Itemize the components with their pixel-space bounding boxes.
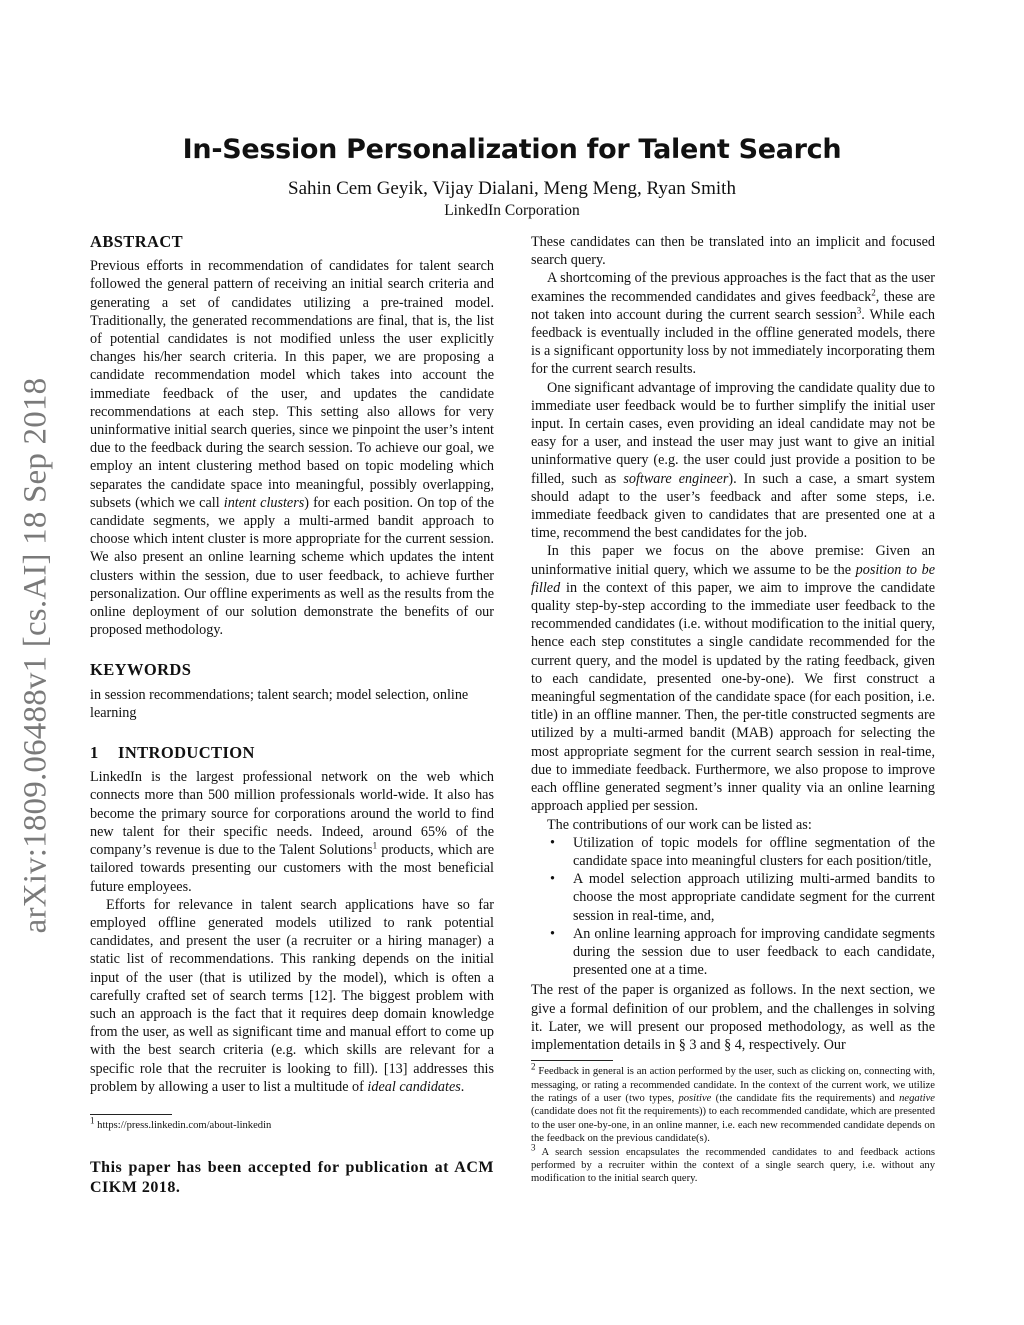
right-paragraph-3: One significant advantage of improving the candidate quality due to immediate user feedback would be to further simplify the initial user input. In certain cases, even providing an ideal candidate may not be easy for a user, and instead the user may just want to give an initial uninformative query (e.g. the user could just provide a position to be filled, such as software engineer). In such a case, a smart system should adapt to the user’s feedback and after some steps, i.e. immediate feedback given to candidates that are presented one at a time, recommend the best candidates for the job.: [531, 379, 935, 542]
introduction-section: [90, 744, 494, 1096]
contributions-intro: The contributions of our work can be listed as:: [547, 816, 812, 833]
right-paragraph-6: The rest of the paper is organized as follows. In the next section, we give a formal definition of our problem, and the challenges in solving it. Later, we will present our proposed methodology, as well as the implementation details in § 3 and § 4, respectively. Our: [531, 982, 935, 1053]
footnote-1-url: https://press.linkedin.com/about-linkedin: [97, 1119, 272, 1131]
contributions-list: [531, 834, 935, 980]
intro-paragraph-1: LinkedIn is the largest professional network on the web which connects more than 500 million professionals world-wide. It also has become the primary source for corporations around the world to find new talent for their specific needs. Indeed, around 65% of the company’s revenue is due to the Talent Solutions$^1$ products, which are tailored towards presenting our customers with the most beneficial future employees.: [90, 769, 495, 895]
intro-paragraph-2: Efforts for relevance in talent search applications have so far employed offline generated models utilized to rank potential candidates, and present the user (a recruiter or a hiring manager) a static list of recommendations. This ranking depends on the initial input of the user (that is utilized by the model), which is often a carefully crafted set of search terms [12]. The biggest problem with such an approach is the fact that it requires deep domain knowledge from the user, as well as significant time and manual effort to come up with the best search criteria (e.g. which skills are relevant for a specific role that the recruiter is looking to fill). [13] addresses this problem by allowing a user to list a multitude of ideal candidates.: [90, 896, 494, 1095]
footnote-rule: [90, 1114, 172, 1115]
section-number: 1: [90, 743, 99, 763]
list-item: • An online learning approach for improving candidate segments during the session due to user feedback to each candidate, presented one at a time.: [573, 925, 935, 980]
footnote-ref-1: 1: [372, 840, 378, 851]
footnote-2: $^2$ Feedback in general is an action performed by the user, such as clicking on, connecting with, messaging, or rating a recommended candidate. In the context of the current work, we utilize the ratings of a user (two types, positive (the candidate fits the requirements) and negative (candidate does not fit the requirements)) to each recommended candidate, which are presented to the user one-by-one, in an online manner, i.e. each new recommended candidate depends on the feedback on the previous candidate(s).: [531, 1061, 935, 1145]
keywords-heading: KEYWORDS: [90, 660, 192, 680]
keywords-section: [90, 661, 494, 722]
list-item: • Utilization of topic models for offline segmentation of the candidate space into meaningful clusters for each position/title,: [573, 834, 935, 870]
introduction-heading: [90, 744, 494, 762]
arxiv-identifier: arXiv:1809.06488v1 [cs.AI] 18 Sep 2018: [17, 377, 54, 933]
footnote-3: $^3$ A search session encapsulates the recommended candidates to and feedback actions performed by a recruiter within the context of a single search query, i.e. without any modification to the initial search query.: [531, 1142, 935, 1185]
footnote-ref-2: 2: [871, 286, 876, 297]
author-list: Sahin Cem Geyik, Vijay Dialani, Meng Meng, Ryan Smith: [288, 178, 736, 199]
abstract-heading: ABSTRACT: [90, 232, 184, 251]
acceptance-note: This paper has been accepted for publication at ACM CIKM 2018.: [90, 1159, 494, 1197]
footnote-1: $^1$ https://press.linkedin.com/about-linkedin: [90, 1115, 272, 1131]
footnotes-block: [531, 1060, 935, 1186]
paper-title: In-Session Personalization for Talent Search: [182, 134, 842, 165]
footnote-1-block: [90, 1114, 494, 1132]
left-column: [90, 233, 494, 1198]
footnote-ref-3: 3: [856, 305, 862, 316]
abstract-text: Previous efforts in recommendation of candidates for talent search followed the general pattern of receiving an initial search criteria and generating a set of candidates utilizing a pre-trained model. Traditionally, the generated recommendations are final, that is, the list of potential candidates is not modified unless the user explicitly changes his/her search criteria. In this paper, we are proposing a candidate recommendation model which takes into account the immediate feedback of the user, and updates the candidate recommendations at each step. This setting also allows for very uninformative initial search queries, since we pinpoint the user’s intent due to the feedback during the search session. To achieve our goal, we employ an intent clustering method based on topic modeling which separates the candidate space into meaningful, possibly overlapping, subsets (which we call intent clusters) for each position. On top of the candidate segments, we apply a multi-armed bandit approach to choose which intent cluster is more appropriate for the current session. We also present an online learning scheme which updates the intent clusters within the session, due to user feedback, to achieve further personalization. Our offline experiments as well as the results from the online deployment of our solution demonstrate the benefits of our proposed methodology.: [90, 258, 494, 639]
right-paragraph-4: In this paper we focus on the above premise: Given an uninformative initial query, which we assume to be the position to be filled in the context of this paper, we aim to improve the candidate quality step-by-step according to the immediate user feedback to the recommended candidates (i.e. without modification to the initial query, hence each step constitutes a single candidate recommended for the current query, and the model is updated by the rating feedback, given to each candidate, presented one-by-one). We first construct a meaningful segmentation of the candidate space (for each position, i.e. title) in an offline manner. Then, the per-title constructed segments are utilized by a multi-armed bandit (MAB) approach for selecting the most appropriate segment for the current search session in real-time, due to immediate feedback. Furthermore, we also propose to improve each offline generated segment’s inner quality via an online learning approach applied per session.: [531, 543, 935, 815]
right-paragraph-2: A shortcoming of the previous approaches is the fact that as the user examines the recommended candidates and gives feedback$^2$, these are not taken into account during the current search session$^3$. While each feedback is eventually included in the offline generated models, there is a significant opportunity loss by not immediately incorporating them for the current search results.: [531, 270, 935, 378]
keywords-text: in session recommendations; talent search; model selection, online learning: [90, 686, 469, 721]
arxiv-sidebar-stamp: [12, 360, 60, 950]
affiliation: LinkedIn Corporation: [444, 202, 580, 219]
right-column: [531, 233, 935, 1186]
list-item: • A model selection approach utilizing multi-armed bandits to choose the most appropriate candidate segment for the current session in real-time, and,: [573, 870, 935, 925]
right-paragraph-1: These candidates can then be translated into an implicit and focused search query.: [531, 234, 935, 269]
abstract-section: [90, 233, 494, 639]
section-title: INTRODUCTION: [118, 743, 255, 763]
footnote-rule: [531, 1060, 613, 1061]
